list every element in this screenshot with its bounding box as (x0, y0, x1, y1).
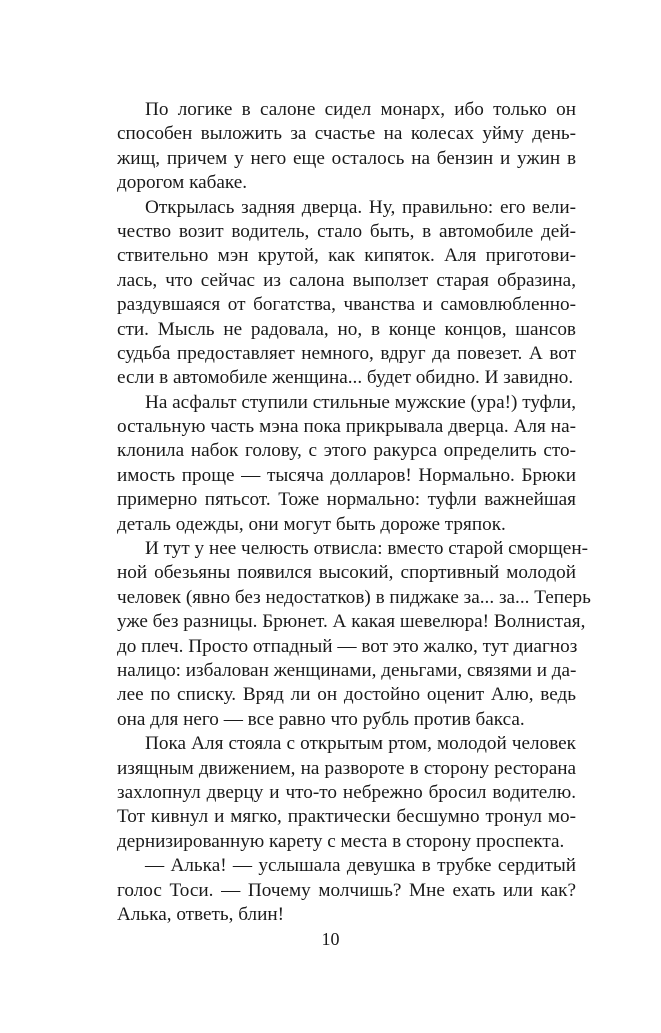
text-line: Открылась задняя дверца. Ну, правильно: его вели- (145, 196, 576, 218)
page-number: 10 (321, 929, 340, 949)
paragraph (117, 732, 576, 854)
text-line: дорогом кабаке. (117, 172, 248, 194)
text-line: до плеч. Просто отпадный — вот это жалко, тут диагноз (117, 635, 578, 657)
text-line: клонила набок голову, с этого ракурса определить сто- (117, 440, 576, 462)
text-line: уже без разницы. Брюнет. А какая шевелюра! Волнистая, (117, 611, 586, 633)
text-line: судьба предоставляет немного, вдруг да повезет. А вот (117, 342, 576, 364)
text-line: изящным движением, на развороте в сторону ресторана (117, 757, 576, 779)
paragraph (117, 391, 576, 537)
text-line: примерно пятьсот. Тоже нормально: туфли важнейшая (117, 489, 576, 511)
paragraph (117, 98, 576, 196)
text-line: имость проще — тысяча долларов! Нормально. Брюки (117, 464, 576, 486)
text-line: лее по списку. Вряд ли он достойно оценит Алю, ведь (117, 684, 576, 706)
text-line: способен выложить за счастье на колесах уйму день- (117, 123, 576, 145)
text-line: жищ, причем у него еще осталось на бензин и ужин в (117, 147, 576, 169)
text-line: человек (явно без недостатков) в пиджаке за... за... Теперь (117, 586, 591, 608)
text-line: Алька, ответь, блин! (117, 903, 285, 925)
body-text (117, 98, 591, 927)
text-line: Тот кивнул и мягко, практически бесшумно тронул мо- (117, 806, 576, 828)
text-line: И тут у нее челюсть отвисла: вместо старой сморщен- (145, 538, 588, 560)
text-line: — Алька! — услышала девушка в трубке сердитый (145, 855, 576, 877)
paragraph (117, 537, 591, 732)
text-line: остальную часть мэна пока прикрывала дверца. Аля на- (117, 416, 576, 438)
paragraph (117, 854, 576, 927)
text-line: деталь одежды, они могут быть дороже тряпок. (117, 513, 506, 535)
text-line: По логике в салоне сидел монарх, ибо только он (145, 99, 576, 120)
text-line: раздувшаяся от богатства, чванства и самовлюбленно- (117, 294, 576, 316)
text-line: Пока Аля стояла с открытым ртом, молодой человек (145, 733, 576, 755)
paragraph (117, 196, 576, 391)
text-line: ствительно мэн крутой, как кипяток. Аля приготови- (117, 245, 576, 267)
text-line: ной обезьяны появился высокий, спортивный молодой (117, 562, 576, 584)
text-line: На асфальт ступили стильные мужские (ура!) туфли, (145, 391, 577, 413)
text-line: она для него — все равно что рубль против бакса. (117, 708, 525, 730)
text-line: налицо: избалован женщинами, деньгами, связями и да- (117, 659, 577, 681)
text-line: чество возит водитель, стало быть, в автомобиле дей- (117, 220, 576, 242)
text-line: голос Тоси. — Почему молчишь? Мне ехать или как? (117, 879, 576, 901)
text-line: дернизированную карету с места в сторону проспекта. (117, 830, 565, 852)
text-line: лась, что сейчас из салона выползет старая образина, (117, 269, 576, 291)
text-line: захлопнул дверцу и что-то небрежно бросил водителю. (117, 781, 576, 803)
text-line: сти. Мысль не радовала, но, в конце концов, шансов (117, 318, 576, 340)
text-line: если в автомобиле женщина... будет обидно. И завидно. (117, 367, 574, 389)
